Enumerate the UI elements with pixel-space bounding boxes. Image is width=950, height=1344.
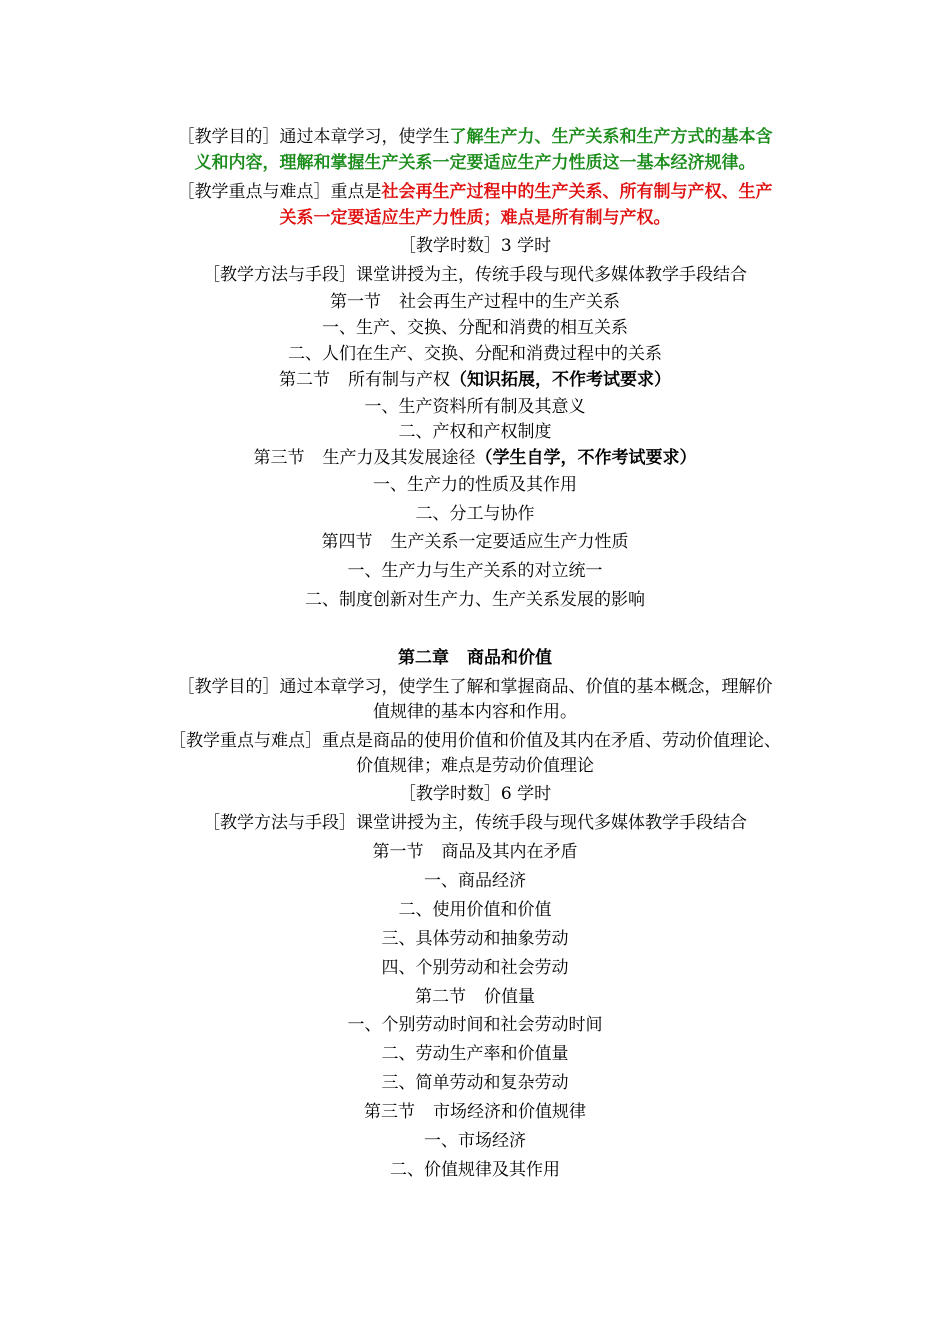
- ch1-key-highlight-cont: 关系一定要适应生产力性质；难点是所有制与产权。: [279, 208, 671, 228]
- ch1-s2-item-2: 二、产权和产权制度: [398, 422, 552, 442]
- ch2-section-3-heading: [0, 1101, 950, 1123]
- ch1-teaching-method: ［教学方法与手段］课堂讲授为主，传统手段与现代多媒体教学手段结合: [203, 265, 747, 285]
- chapter-title: 商品和价值: [467, 648, 552, 668]
- ch2-s2-item-1: 一、个别劳动时间和社会劳动时间: [347, 1015, 603, 1035]
- section-number: 第四节: [321, 532, 373, 552]
- section-note: （学生自学，不作考试要求）: [475, 448, 697, 468]
- section-number: 第三节: [364, 1102, 415, 1122]
- ch1-purpose-highlight: 了解生产力、生产关系和生产方式的基本含: [449, 127, 773, 147]
- ch2-teaching-purpose: ［教学目的］通过本章学习，使学生了解和掌握商品、价值的基本概念，理解价: [177, 677, 773, 697]
- ch1-key-highlight: 社会再生产过程中的生产关系、所有制与产权、生产: [381, 182, 773, 202]
- section-title: 所有制与产权: [348, 370, 450, 390]
- section-title: 市场经济和价值规律: [433, 1102, 586, 1122]
- ch2-s1-item-1: 一、商品经济: [424, 871, 526, 891]
- section-number: 第二节: [279, 370, 330, 390]
- ch1-key-points-cont: [0, 207, 950, 229]
- ch2-s1-item-4: 四、个别劳动和社会劳动: [381, 958, 569, 978]
- ch1-s1-item-2: 二、人们在生产、交换、分配和消费过程中的关系: [288, 344, 662, 364]
- ch2-chapter-heading: [0, 647, 950, 669]
- chapter-number: 第二章: [398, 648, 449, 668]
- section-number: 第二节: [415, 987, 466, 1007]
- ch2-teaching-hours: ［教学时数］6 学时: [398, 784, 552, 804]
- ch2-teaching-method: ［教学方法与手段］课堂讲授为主，传统手段与现代多媒体教学手段结合: [203, 813, 747, 833]
- ch1-teaching-hours: ［教学时数］3 学时: [398, 236, 552, 256]
- ch1-teaching-purpose: [0, 126, 950, 148]
- ch1-section-3-heading: [0, 447, 950, 469]
- ch2-key-points-cont: 价值规律；难点是劳动价值理论: [356, 756, 594, 776]
- section-title: 价值量: [484, 987, 535, 1007]
- ch2-section-2-heading: [0, 986, 950, 1008]
- section-title: 生产关系一定要适应生产力性质: [390, 532, 629, 552]
- ch1-purpose-label: ［教学目的］通过本章学习，使学生: [177, 127, 450, 147]
- section-title: 商品及其内在矛盾: [441, 842, 578, 862]
- ch1-s2-item-1: 一、生产资料所有制及其意义: [364, 397, 586, 417]
- section-title: 社会再生产过程中的生产关系: [399, 292, 620, 312]
- ch1-s4-item-1: 一、生产力与生产关系的对立统一: [347, 561, 603, 581]
- ch2-s1-item-3: 三、具体劳动和抽象劳动: [381, 929, 569, 949]
- ch1-key-points: [0, 181, 950, 203]
- ch2-teaching-purpose-cont: 值规律的基本内容和作用。: [373, 702, 577, 722]
- ch1-s3-item-2: 二、分工与协作: [415, 504, 535, 524]
- section-number: 第一节: [330, 292, 381, 312]
- ch2-s3-item-2: 二、价值规律及其作用: [390, 1160, 560, 1180]
- ch2-s1-item-2: 二、使用价值和价值: [398, 900, 552, 920]
- ch1-s3-item-1: 一、生产力的性质及其作用: [373, 475, 577, 495]
- ch2-s2-item-2: 二、劳动生产率和价值量: [381, 1044, 569, 1064]
- ch1-section-4-heading: [0, 531, 950, 553]
- ch2-section-1-heading: [0, 841, 950, 863]
- ch1-purpose-highlight-cont: 义和内容，理解和掌握生产关系一定要适应生产力性质这一基本经济规律。: [194, 153, 756, 173]
- section-note: （知识拓展，不作考试要求）: [450, 370, 671, 390]
- ch2-s3-item-1: 一、市场经济: [424, 1131, 526, 1151]
- ch1-key-label: ［教学重点与难点］重点是: [177, 182, 382, 202]
- ch1-s4-item-2: 二、制度创新对生产力、生产关系发展的影响: [305, 590, 645, 610]
- ch1-s1-item-1: 一、生产、交换、分配和消费的相互关系: [322, 318, 628, 338]
- section-number: 第三节: [253, 448, 305, 468]
- section-title: 生产力及其发展途径: [322, 448, 476, 468]
- ch1-section-2-heading: [0, 369, 950, 391]
- ch2-key-points: ［教学重点与难点］重点是商品的使用价值和价值及其内在矛盾、劳动价值理论、: [169, 731, 781, 751]
- ch2-s2-item-3: 三、简单劳动和复杂劳动: [381, 1073, 569, 1093]
- section-number: 第一节: [372, 842, 424, 862]
- ch1-section-1-heading: [0, 291, 950, 313]
- ch1-teaching-purpose-cont: [0, 152, 950, 174]
